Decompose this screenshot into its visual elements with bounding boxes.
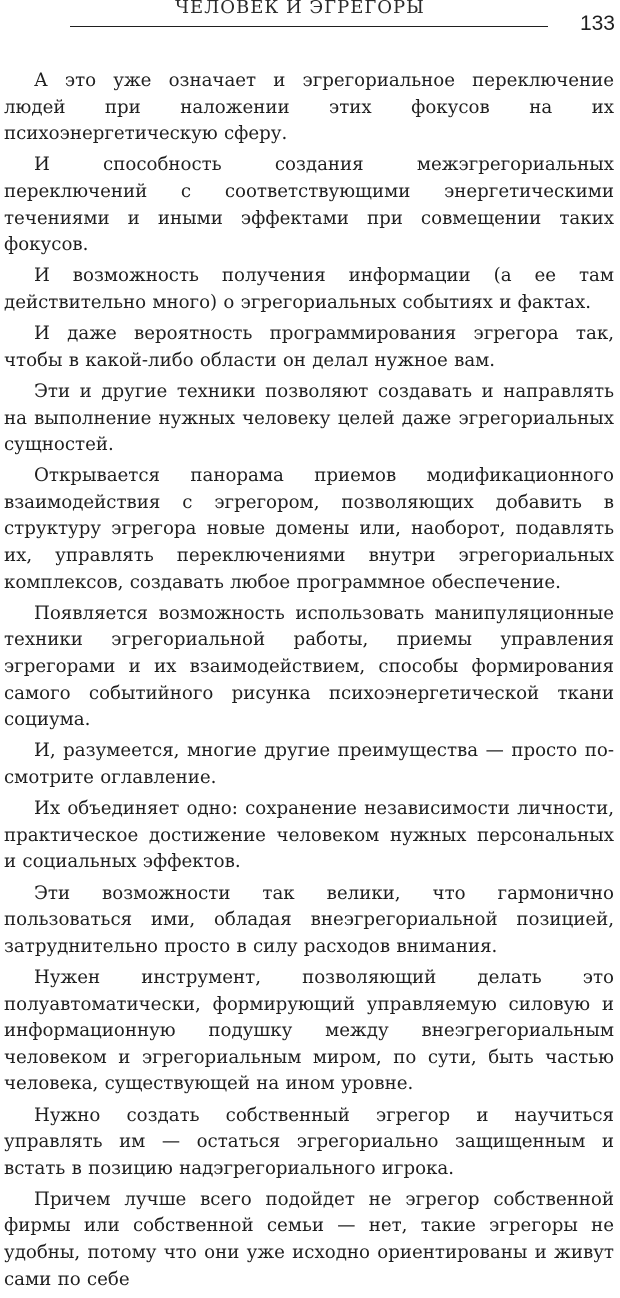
paragraph: Их объединяет одно: сохранение независимости личности, практическое достижение человеком нужных персональных и социальных эффектов.	[4, 798, 614, 873]
paragraph: Нужно создать собственный эгрегор и научиться управлять им — остаться эгрегориально защищенным и встать в позицию надэгрегориального игрока.	[4, 1104, 614, 1179]
paragraph: Нужен инструмент, позволяющий делать это полуавтоматически, формирующий управляемую силовую и информационную подушку между внеэгрегориальным человеком и эгрегориальным миром, по сути, быть частью человека, существующей на ином уровне.	[4, 966, 614, 1095]
paragraph: И возможность получения информации (а ее там действительно много) о эгрегориальных событиях и фактах.	[4, 265, 614, 313]
paragraph: Причем лучше всего подойдет не эгрегор собственной фирмы или собственной семьи — нет, такие эгрегоры не удобны, потому что они уже исходно ориентированы и живут сами по себе	[4, 1188, 614, 1290]
paragraph: Открывается панорама приемов модификационного взаимодействия с эгрегором, позволяющих добавить в структуру эгрегора новые домены или, наоборот, подавлять их, управлять переключениями внутри эгрегориальных комплексов, создавать любое программное обеспечение.	[4, 465, 614, 593]
header-rule	[70, 26, 548, 27]
body-text	[0, 68, 620, 1298]
paragraph: И способность создания межэгрегориальных переключений с соответствующими энергетическими течениями и иными эффектами при совмещении таких фокусов.	[4, 154, 614, 256]
paragraph: Появляется возможность использовать манипуляционные техники эгрегориальной работы, приемы управления эгрегорами и их взаимодействием, способы формирования самого событийного рисунка психоэнергетической ткани социума.	[4, 602, 614, 731]
paragraph: И даже вероятность программирования эгрегора так, чтобы в какой-либо области он делал нужное вам.	[4, 323, 614, 371]
page-number: 133	[579, 12, 615, 35]
paragraph: Эти возможности так велики, что гармонично пользоваться ими, обладая внеэгрегориальной позицией, затруднительно просто в силу расходов внимания.	[4, 882, 614, 957]
paragraph: Эти и другие техники позволяют создавать и направлять на выполнение нужных человеку целей даже эгрегориальных сущностей.	[4, 380, 614, 456]
paragraph: А это уже означает и эгрегориальное переключение людей при наложении этих фокусов на их психоэнергетическую сферу.	[4, 70, 614, 145]
paragraph: И, разумеется, многие другие преимущества — просто посмотрите оглавление.	[4, 740, 614, 788]
running-head: ЧЕЛОВЕК И ЭГРЕГОРЫ	[175, 0, 425, 18]
